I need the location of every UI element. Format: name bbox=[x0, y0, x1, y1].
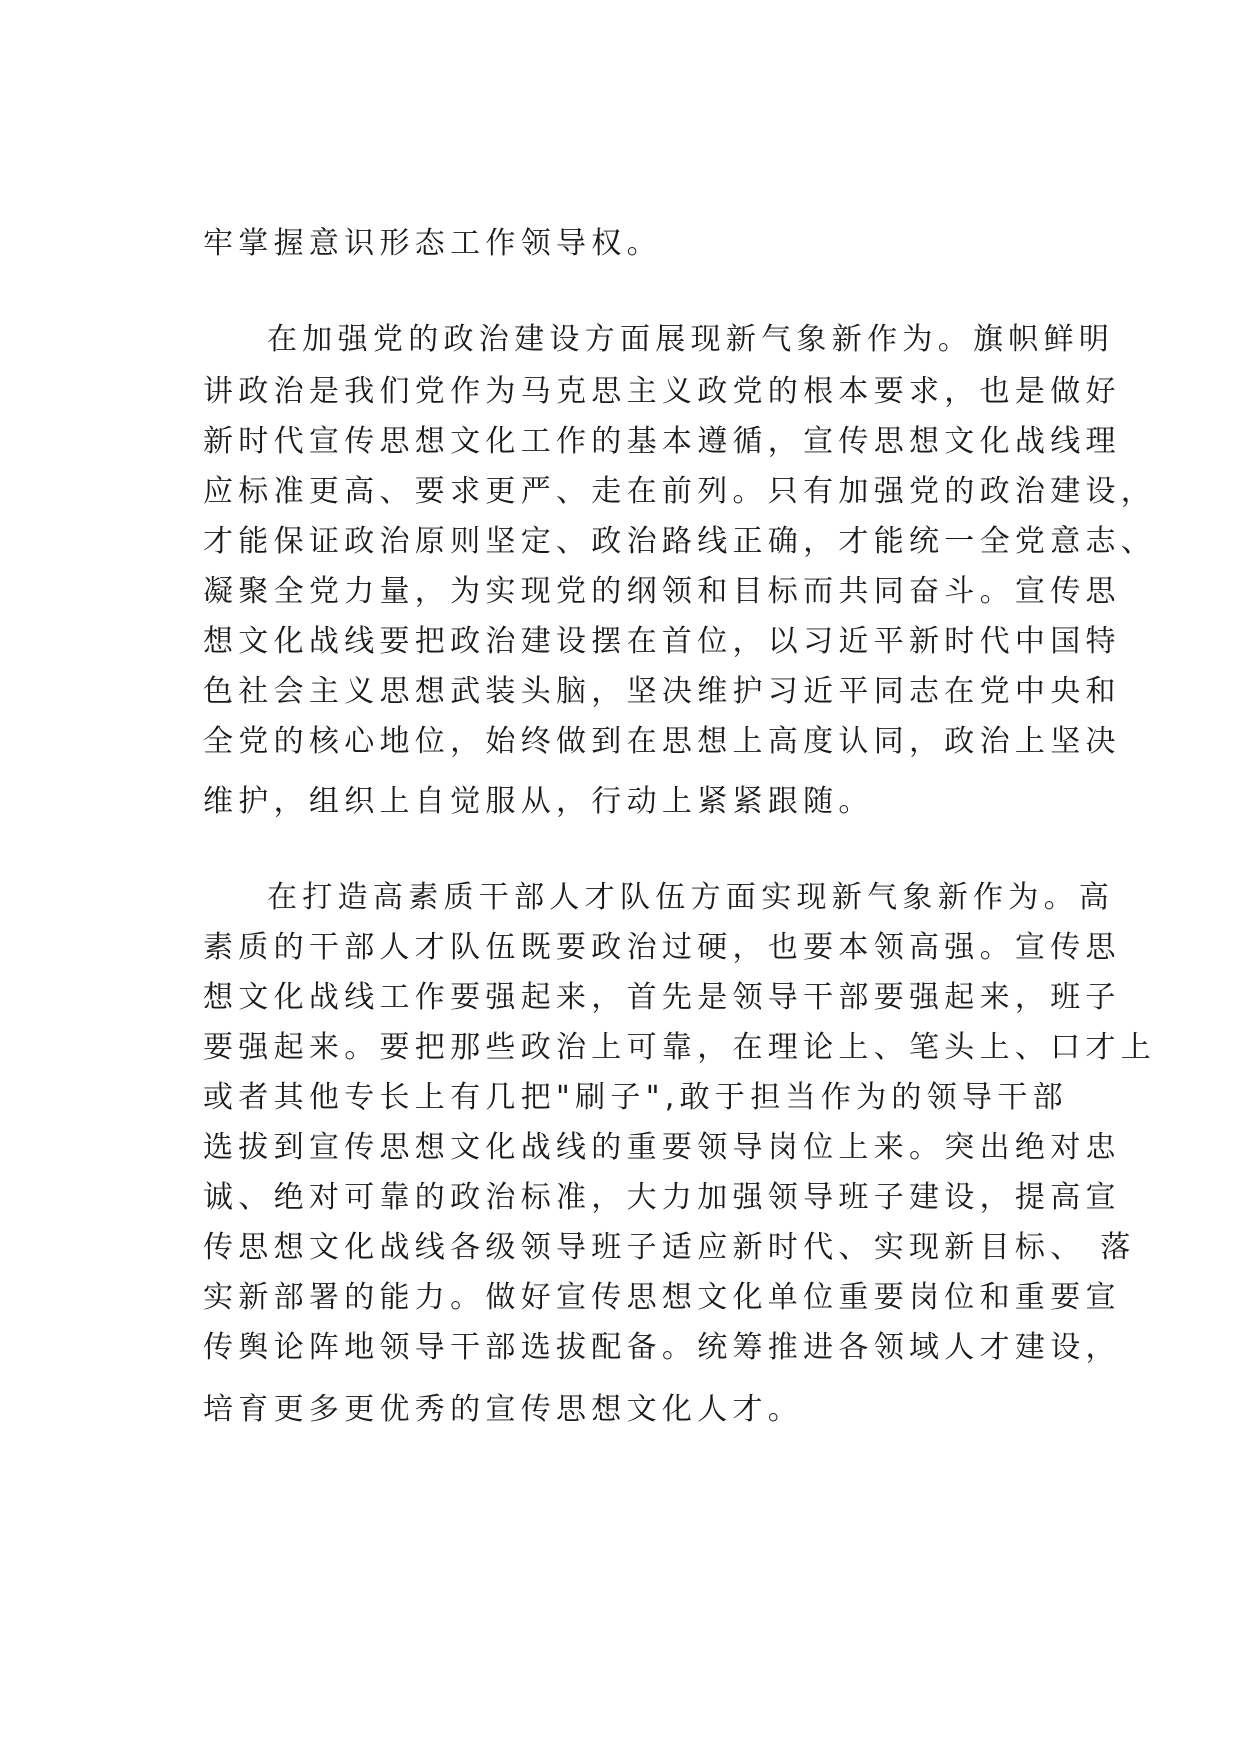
paragraph-2-line-2: 讲政治是我们党作为马克思主义政党的根本要求，也是做好 bbox=[203, 374, 1121, 409]
paragraph-1-line-1: 牢掌握意识形态工作领导权。 bbox=[203, 226, 662, 261]
paragraph-3-line-8: 传思想文化战线各级领导班子适应新时代、实现新目标、 落 bbox=[203, 1230, 1136, 1265]
paragraph-3-line-9: 实新部署的能力。做好宣传思想文化单位重要岗位和重要宣 bbox=[203, 1280, 1121, 1315]
paragraph-2-line-4: 应标准更高、要求更严、走在前列。只有加强党的政治建设， bbox=[203, 474, 1157, 509]
paragraph-2-line-5: 才能保证政治原则坚定、政治路线正确，才能统一全党意志、 bbox=[203, 524, 1157, 559]
paragraph-3-line-3: 想文化战线工作要强起来，首先是领导干部要强起来，班子 bbox=[203, 980, 1121, 1015]
paragraph-3-line-2: 素质的干部人才队伍既要政治过硬，也要本领高强。宣传思 bbox=[203, 930, 1121, 965]
paragraph-3-line-5: 或者其他专长上有几把"刷子",敢于担当作为的领导干部 bbox=[203, 1080, 1068, 1115]
paragraph-2-line-9: 全党的核心地位，始终做到在思想上高度认同，政治上坚决 bbox=[203, 724, 1121, 759]
paragraph-2-line-10: 维护，组织上自觉服从，行动上紧紧跟随。 bbox=[203, 784, 874, 819]
paragraph-2-line-3: 新时代宣传思想文化工作的基本遵循，宣传思想文化战线理 bbox=[203, 424, 1121, 459]
paragraph-2-line-1: 在加强党的政治建设方面展现新气象新作为。旗帜鲜明 bbox=[267, 322, 1115, 357]
paragraph-3-line-6: 选拔到宣传思想文化战线的重要领导岗位上来。突出绝对忠 bbox=[203, 1130, 1121, 1165]
paragraph-3-line-4: 要强起来。要把那些政治上可靠，在理论上、笔头上、口才上 bbox=[203, 1030, 1157, 1065]
paragraph-3-line-10: 传舆论阵地领导干部选拔配备。统筹推进各领域人才建设， bbox=[203, 1330, 1121, 1365]
paragraph-2-line-6: 凝聚全党力量，为实现党的纲领和目标而共同奋斗。宣传思 bbox=[203, 574, 1121, 609]
paragraph-2-line-8: 色社会主义思想武装头脑，坚决维护习近平同志在党中央和 bbox=[203, 674, 1121, 709]
paragraph-3-line-1: 在打造高素质干部人才队伍方面实现新气象新作为。高 bbox=[267, 880, 1115, 915]
paragraph-3-line-7: 诚、绝对可靠的政治标准，大力加强领导班子建设，提高宣 bbox=[203, 1180, 1121, 1215]
paragraph-2-line-7: 想文化战线要把政治建设摆在首位，以习近平新时代中国特 bbox=[203, 624, 1121, 659]
paragraph-3-line-11: 培育更多更优秀的宣传思想文化人才。 bbox=[203, 1392, 804, 1427]
